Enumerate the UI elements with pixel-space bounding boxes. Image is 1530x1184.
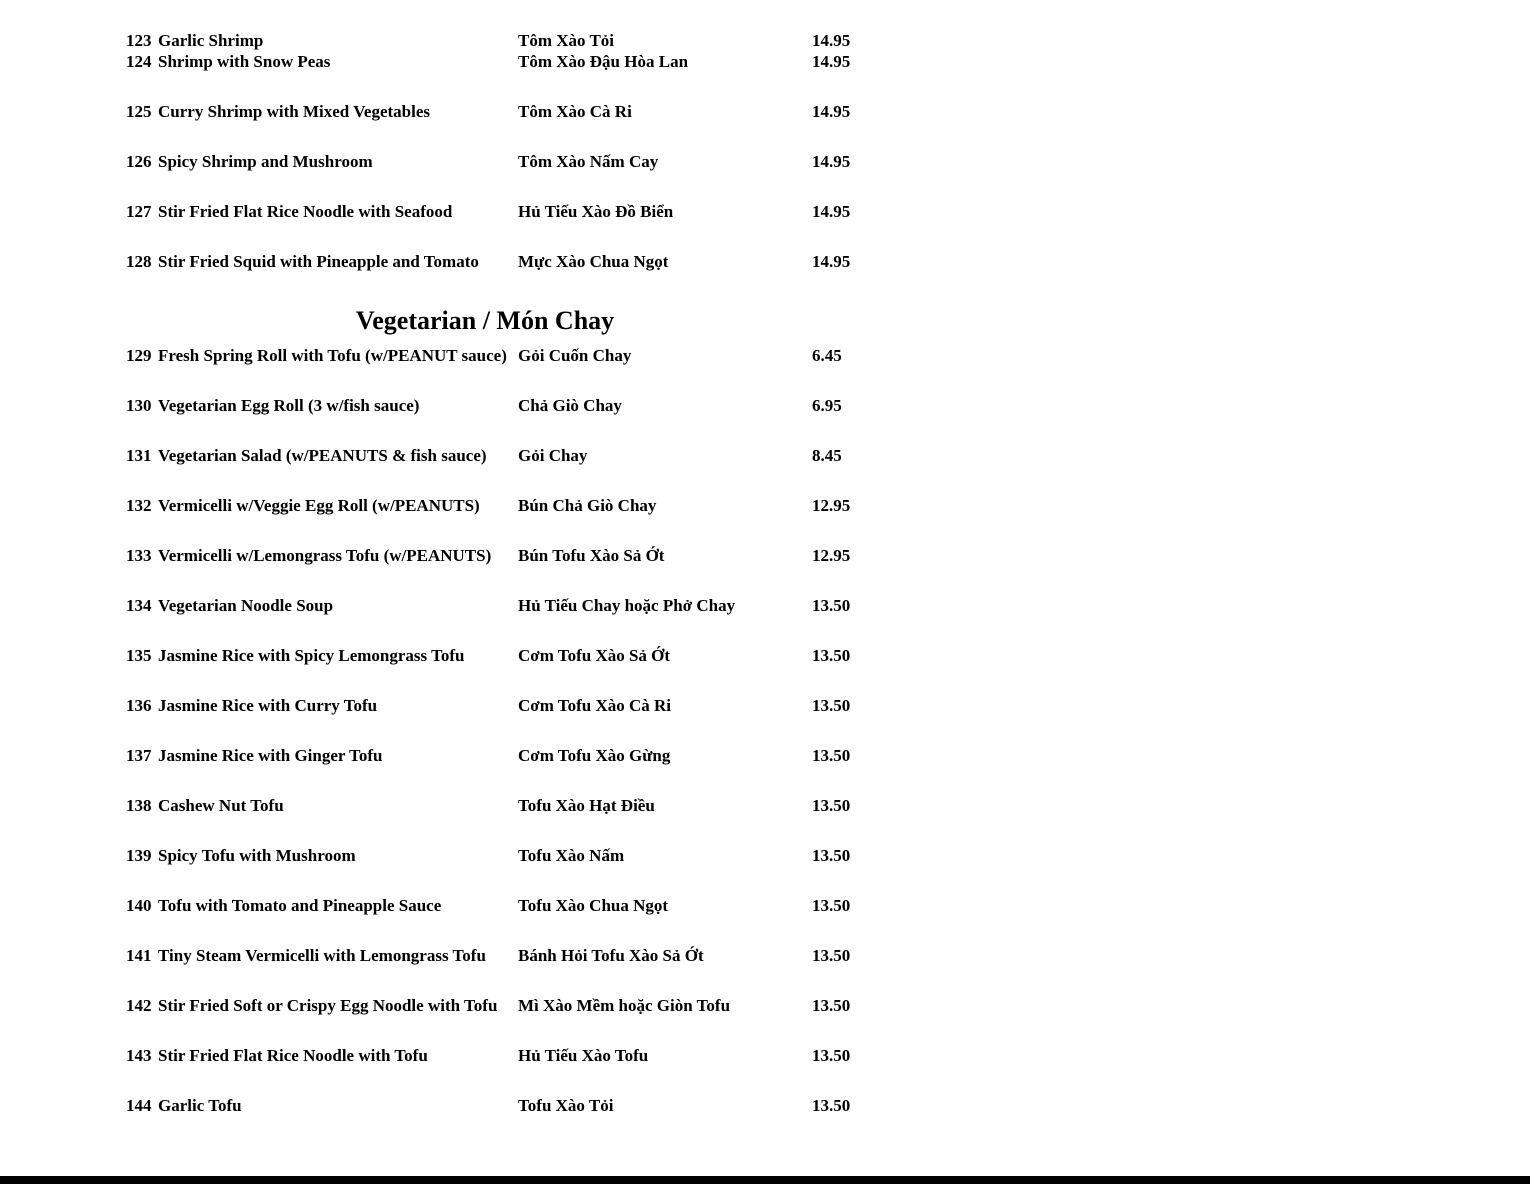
menu-item-row xyxy=(126,251,864,281)
item-vietnamese-name: Bánh Hỏi Tofu Xào Sả Ớt xyxy=(518,946,704,965)
item-number: 141 xyxy=(126,946,152,965)
item-vietnamese-name: Tofu Xào Hạt Điều xyxy=(518,796,655,815)
item-price: 12.95 xyxy=(812,496,851,515)
item-vietnamese-name: Cơm Tofu Xào Gừng xyxy=(518,746,671,765)
item-number: 139 xyxy=(126,846,152,865)
menu-item-row xyxy=(126,795,864,845)
item-vietnamese-name: Chả Giò Chay xyxy=(518,396,622,415)
item-english-name: Vermicelli w/Veggie Egg Roll (w/PEANUTS) xyxy=(158,496,480,515)
item-number: 140 xyxy=(126,896,152,915)
item-english-name: Vegetarian Salad (w/PEANUTS & fish sauce) xyxy=(158,446,487,465)
menu-item-row xyxy=(126,1045,864,1095)
item-price: 13.50 xyxy=(812,746,851,765)
item-price: 13.50 xyxy=(812,996,851,1015)
item-english-name: Vermicelli w/Lemongrass Tofu (w/PEANUTS) xyxy=(158,546,492,565)
item-vietnamese-name: Gỏi Chay xyxy=(518,446,588,465)
item-english-name: Garlic Shrimp xyxy=(158,31,264,50)
menu-item-row xyxy=(126,395,864,445)
item-english-name: Tofu with Tomato and Pineapple Sauce xyxy=(158,896,442,915)
menu-item-row xyxy=(126,895,864,945)
item-english-name: Stir Fried Soft or Crispy Egg Noodle with Tofu xyxy=(158,996,498,1015)
menu-item-row xyxy=(126,695,864,745)
menu-table-body xyxy=(126,0,864,1145)
item-number: 136 xyxy=(126,696,152,715)
item-number: 130 xyxy=(126,396,152,415)
item-vietnamese-name: Mực Xào Chua Ngọt xyxy=(518,252,669,271)
item-number: 142 xyxy=(126,996,152,1015)
menu-item-row xyxy=(126,995,864,1045)
item-number: 137 xyxy=(126,746,152,765)
item-price: 13.50 xyxy=(812,896,851,915)
menu-table xyxy=(126,0,864,1145)
item-english-name: Garlic Tofu xyxy=(158,1096,242,1115)
item-price: 13.50 xyxy=(812,846,851,865)
menu-item-row xyxy=(126,545,864,595)
item-english-name: Jasmine Rice with Spicy Lemongrass Tofu xyxy=(158,646,465,665)
item-number: 131 xyxy=(126,446,152,465)
item-vietnamese-name: Tôm Xào Tỏi xyxy=(518,31,615,50)
item-number: 138 xyxy=(126,796,152,815)
item-price: 13.50 xyxy=(812,946,851,965)
item-number: 144 xyxy=(126,1096,152,1115)
menu-item-row xyxy=(126,0,864,51)
item-english-name: Jasmine Rice with Ginger Tofu xyxy=(158,746,383,765)
item-number: 126 xyxy=(126,152,152,171)
item-price: 14.95 xyxy=(812,52,851,71)
item-price: 14.95 xyxy=(812,152,851,171)
item-english-name: Jasmine Rice with Curry Tofu xyxy=(158,696,378,715)
item-vietnamese-name: Hủ Tiếu Xào Tofu xyxy=(518,1046,649,1065)
item-vietnamese-name: Cơm Tofu Xào Sả Ớt xyxy=(518,646,671,665)
item-price: 6.95 xyxy=(812,396,842,415)
section-heading-row xyxy=(126,281,864,345)
menu-item-row xyxy=(126,945,864,995)
item-vietnamese-name: Tôm Xào Đậu Hòa Lan xyxy=(518,52,689,71)
item-vietnamese-name: Tofu Xào Chua Ngọt xyxy=(518,896,669,915)
item-number: 124 xyxy=(126,52,152,71)
menu-item-row xyxy=(126,151,864,201)
item-english-name: Vegetarian Egg Roll (3 w/fish sauce) xyxy=(158,396,420,415)
item-number: 129 xyxy=(126,346,152,365)
item-price: 13.50 xyxy=(812,1096,851,1115)
menu-item-row xyxy=(126,845,864,895)
item-price: 14.95 xyxy=(812,252,851,271)
item-vietnamese-name: Bún Tofu Xào Sả Ớt xyxy=(518,546,665,565)
item-price: 13.50 xyxy=(812,1046,851,1065)
item-number: 134 xyxy=(126,596,152,615)
item-price: 6.45 xyxy=(812,346,842,365)
item-price: 14.95 xyxy=(812,202,851,221)
menu-item-row xyxy=(126,101,864,151)
item-vietnamese-name: Tofu Xào Tỏi xyxy=(518,1096,614,1115)
menu-item-row xyxy=(126,345,864,395)
item-price: 13.50 xyxy=(812,796,851,815)
item-number: 125 xyxy=(126,102,152,121)
item-price: 14.95 xyxy=(812,102,851,121)
item-english-name: Vegetarian Noodle Soup xyxy=(158,596,334,615)
item-number: 133 xyxy=(126,546,152,565)
menu-item-row xyxy=(126,645,864,695)
menu-item-row xyxy=(126,745,864,795)
menu-item-row xyxy=(126,495,864,545)
menu-item-row xyxy=(126,595,864,645)
menu-item-row xyxy=(126,201,864,251)
item-price: 8.45 xyxy=(812,446,842,465)
item-vietnamese-name: Hủ Tiếu Chay hoặc Phở Chay xyxy=(518,596,736,615)
item-number: 135 xyxy=(126,646,152,665)
item-number: 143 xyxy=(126,1046,152,1065)
item-vietnamese-name: Hủ Tiếu Xào Đồ Biển xyxy=(518,202,674,221)
item-english-name: Cashew Nut Tofu xyxy=(158,796,284,815)
item-english-name: Stir Fried Squid with Pineapple and Tomato xyxy=(158,252,479,271)
item-vietnamese-name: Mì Xào Mềm hoặc Giòn Tofu xyxy=(518,996,731,1015)
item-english-name: Shrimp with Snow Peas xyxy=(158,52,331,71)
menu-page xyxy=(126,0,866,1145)
item-english-name: Fresh Spring Roll with Tofu (w/PEANUT sauce) xyxy=(158,346,507,365)
item-price: 13.50 xyxy=(812,596,851,615)
item-price: 12.95 xyxy=(812,546,851,565)
item-price: 13.50 xyxy=(812,646,851,665)
item-english-name: Spicy Tofu with Mushroom xyxy=(158,846,356,865)
item-number: 128 xyxy=(126,252,152,271)
menu-item-row xyxy=(126,445,864,495)
item-number: 127 xyxy=(126,202,152,221)
section-heading: Vegetarian / Món Chay xyxy=(355,306,615,335)
item-vietnamese-name: Bún Chả Giò Chay xyxy=(518,496,657,515)
item-english-name: Stir Fried Flat Rice Noodle with Tofu xyxy=(158,1046,428,1065)
item-english-name: Curry Shrimp with Mixed Vegetables xyxy=(158,102,430,121)
item-vietnamese-name: Cơm Tofu Xào Cà Ri xyxy=(518,696,671,715)
item-english-name: Stir Fried Flat Rice Noodle with Seafood xyxy=(158,202,453,221)
item-vietnamese-name: Tôm Xào Cà Ri xyxy=(518,102,632,121)
page-bottom-border xyxy=(0,1176,1530,1184)
item-vietnamese-name: Gỏi Cuốn Chay xyxy=(518,346,632,365)
menu-item-row xyxy=(126,1095,864,1145)
item-vietnamese-name: Tôm Xào Nấm Cay xyxy=(518,152,659,171)
item-price: 13.50 xyxy=(812,696,851,715)
menu-item-row xyxy=(126,51,864,101)
item-number: 123 xyxy=(126,31,152,50)
item-number: 132 xyxy=(126,496,152,515)
item-price: 14.95 xyxy=(812,31,851,50)
item-vietnamese-name: Tofu Xào Nấm xyxy=(518,846,625,865)
item-english-name: Spicy Shrimp and Mushroom xyxy=(158,152,373,171)
item-english-name: Tiny Steam Vermicelli with Lemongrass Tofu xyxy=(158,946,486,965)
